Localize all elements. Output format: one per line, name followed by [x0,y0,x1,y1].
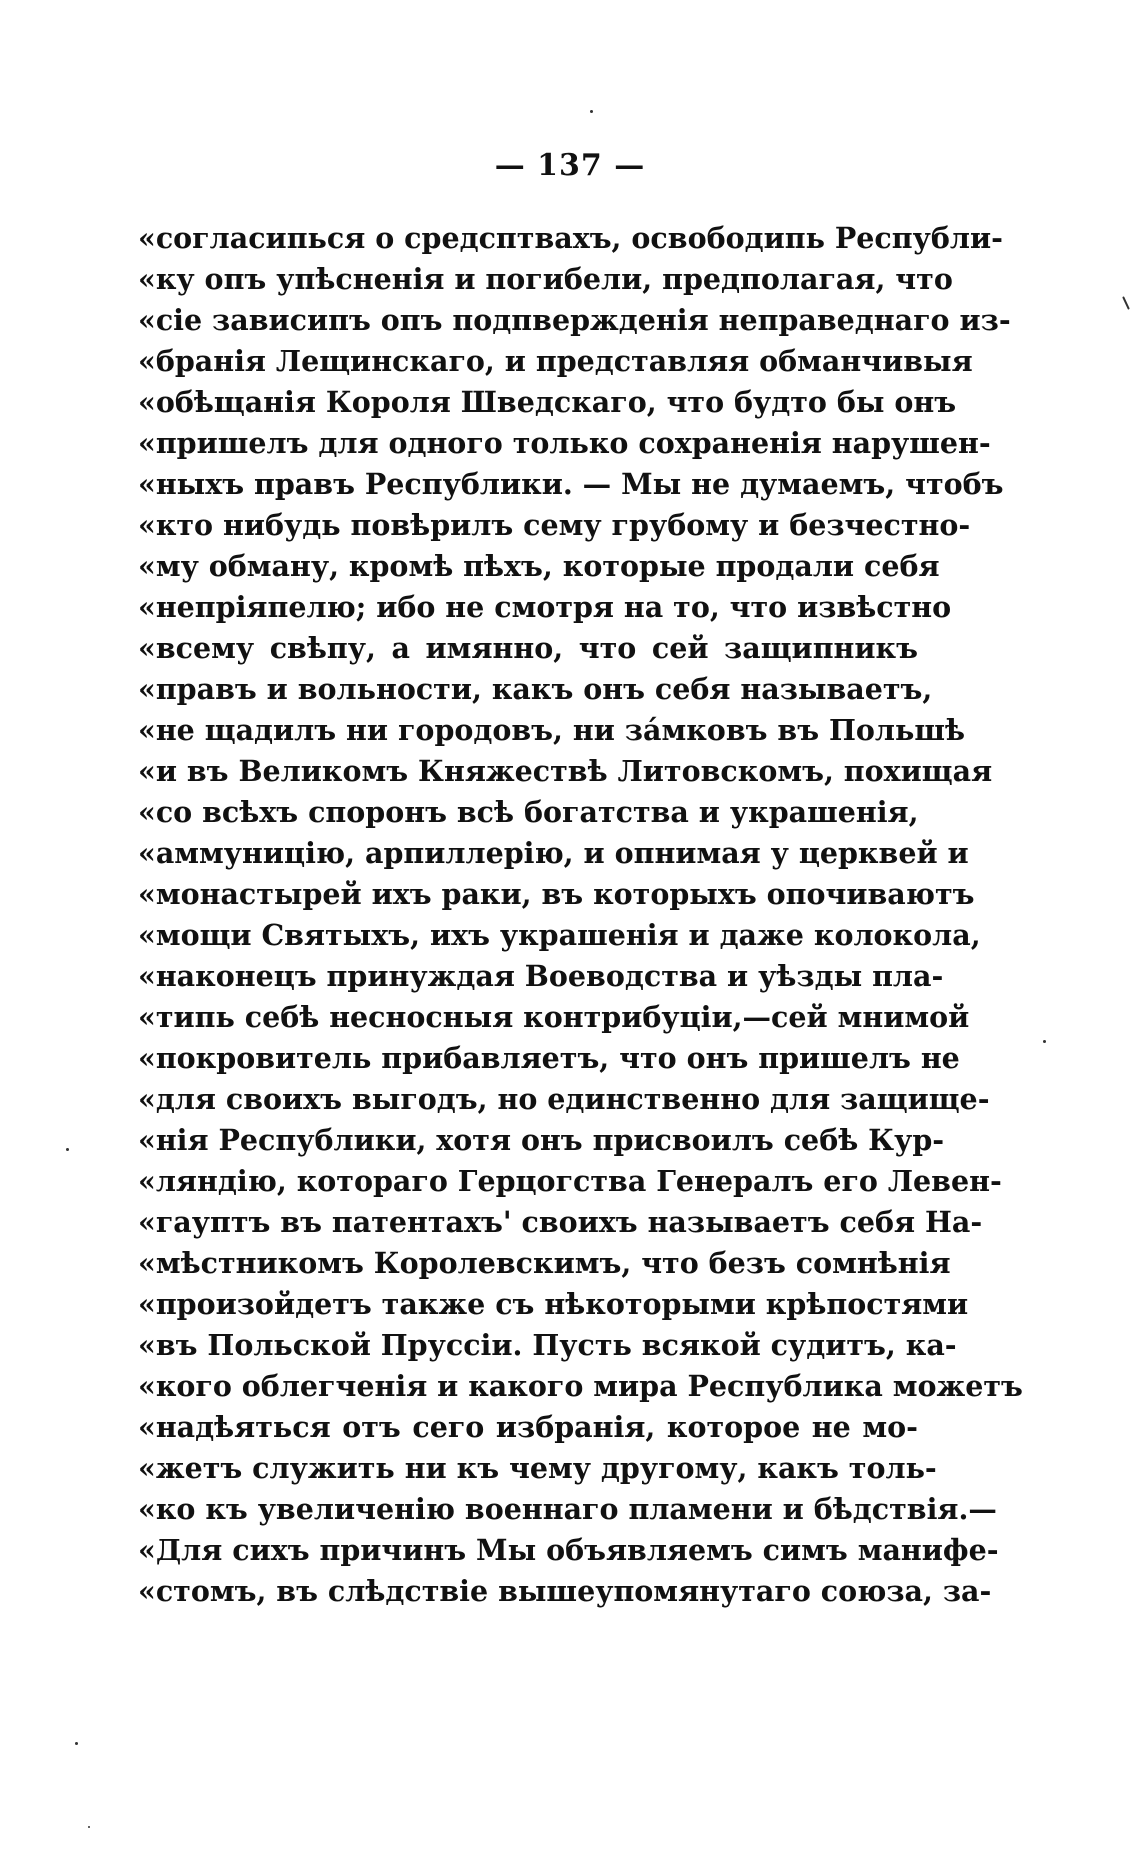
text-line: «непріяпелю; ибо не смотря на то, что извѣстно [138,590,952,624]
text-line: «бранія Лещинскаго, и представляя обманчивыя [138,344,973,378]
text-line: «стомъ, въ слѣдствіе вышеупомянутаго союза, за- [138,1574,992,1608]
text-line: «кто нибудь повѣрилъ сему грубому и безчестно- [138,508,971,542]
text-line: «со всѣхъ споронъ всѣ богатства и украшенія, [138,795,919,829]
text-line: «обѣщанія Короля Шведскаго, что будто бы онъ [138,385,957,419]
text-line: «правъ и вольности, какъ онъ себя называетъ, [138,672,933,706]
body-text [138,218,1023,1612]
text-line: «ныхъ правъ Республики. — Мы не думаемъ, чтобъ [138,467,1004,501]
text-line: «аммуницію, арпиллерію, и опнимая у церквей и [138,836,969,870]
page-number: — 137 — [494,148,646,183]
text-line: «согласипься о средсптвахъ, освободипь Республи- [138,221,1003,255]
text-line: «му обману, кромѣ пѣхъ, которые продали себя [138,549,940,583]
scan-speck [590,110,593,113]
text-line: «не щадилъ ни городовъ, ни за́мковъ въ Польшѣ [138,713,966,747]
scan-speck [1043,1040,1046,1043]
text-line: «гауптъ въ патентахъ' своихъ называетъ себя На- [138,1205,983,1239]
text-line: «кого облегченія и какого мира Республика можетъ [138,1369,1023,1403]
text-line: «наконецъ принуждая Воеводства и уѣзды пла- [138,959,944,993]
text-line: «ко къ увеличенію военнаго пламени и бѣдствія.— [138,1492,997,1526]
scan-speck [88,1826,90,1828]
text-line: «надѣяться отъ сего избранія, которое не мо- [138,1410,918,1444]
text-line: «ляндію, котораго Герцогства Генералъ его Левен- [138,1164,1002,1198]
text-line: «произойдетъ также съ нѣкоторыми крѣпостями [138,1287,969,1321]
scan-speck [75,1742,78,1745]
text-line: «и въ Великомъ Княжествѣ Литовскомъ, похищая [138,754,993,788]
text-line: «въ Польской Пруссіи. Пусть всякой судитъ, ка- [138,1328,957,1362]
text-line: «пришелъ для одного только сохраненія нарушен- [138,426,991,460]
text-line: «нія Республики, хотя онъ присвоилъ себѣ Кур- [138,1123,945,1157]
text-line: «Для сихъ причинъ Мы объявляемъ симъ манифе- [138,1533,999,1567]
scan-speck [66,1148,69,1151]
text-line: «жетъ служить ни къ чему другому, какъ толь- [138,1451,937,1485]
text-line: «мощи Святыхъ, ихъ украшенія и даже колокола, [138,918,981,952]
text-line: «мѣстникомъ Королевскимъ, что безъ сомнѣнія [138,1246,951,1280]
text-line: «монастырей ихъ раки, въ которыхъ опочиваютъ [138,877,975,911]
text-line: «ку опъ упѣсненія и погибели, предполагая, что [138,262,953,296]
text-line: «для своихъ выгодъ, но единственно для защище- [138,1082,990,1116]
text-line: «покровитель прибавляетъ, что онъ пришелъ не [138,1041,960,1075]
text-line: «сіе зависипъ опъ подпвержденія неправеднаго из- [138,303,1011,337]
scan-speck [1122,296,1130,310]
text-line: «типь себѣ несносныя контрибуціи,—сей мнимой [138,1000,970,1034]
text-line: «всему свѣпу, а имянно, что сей защипникъ [138,631,918,665]
